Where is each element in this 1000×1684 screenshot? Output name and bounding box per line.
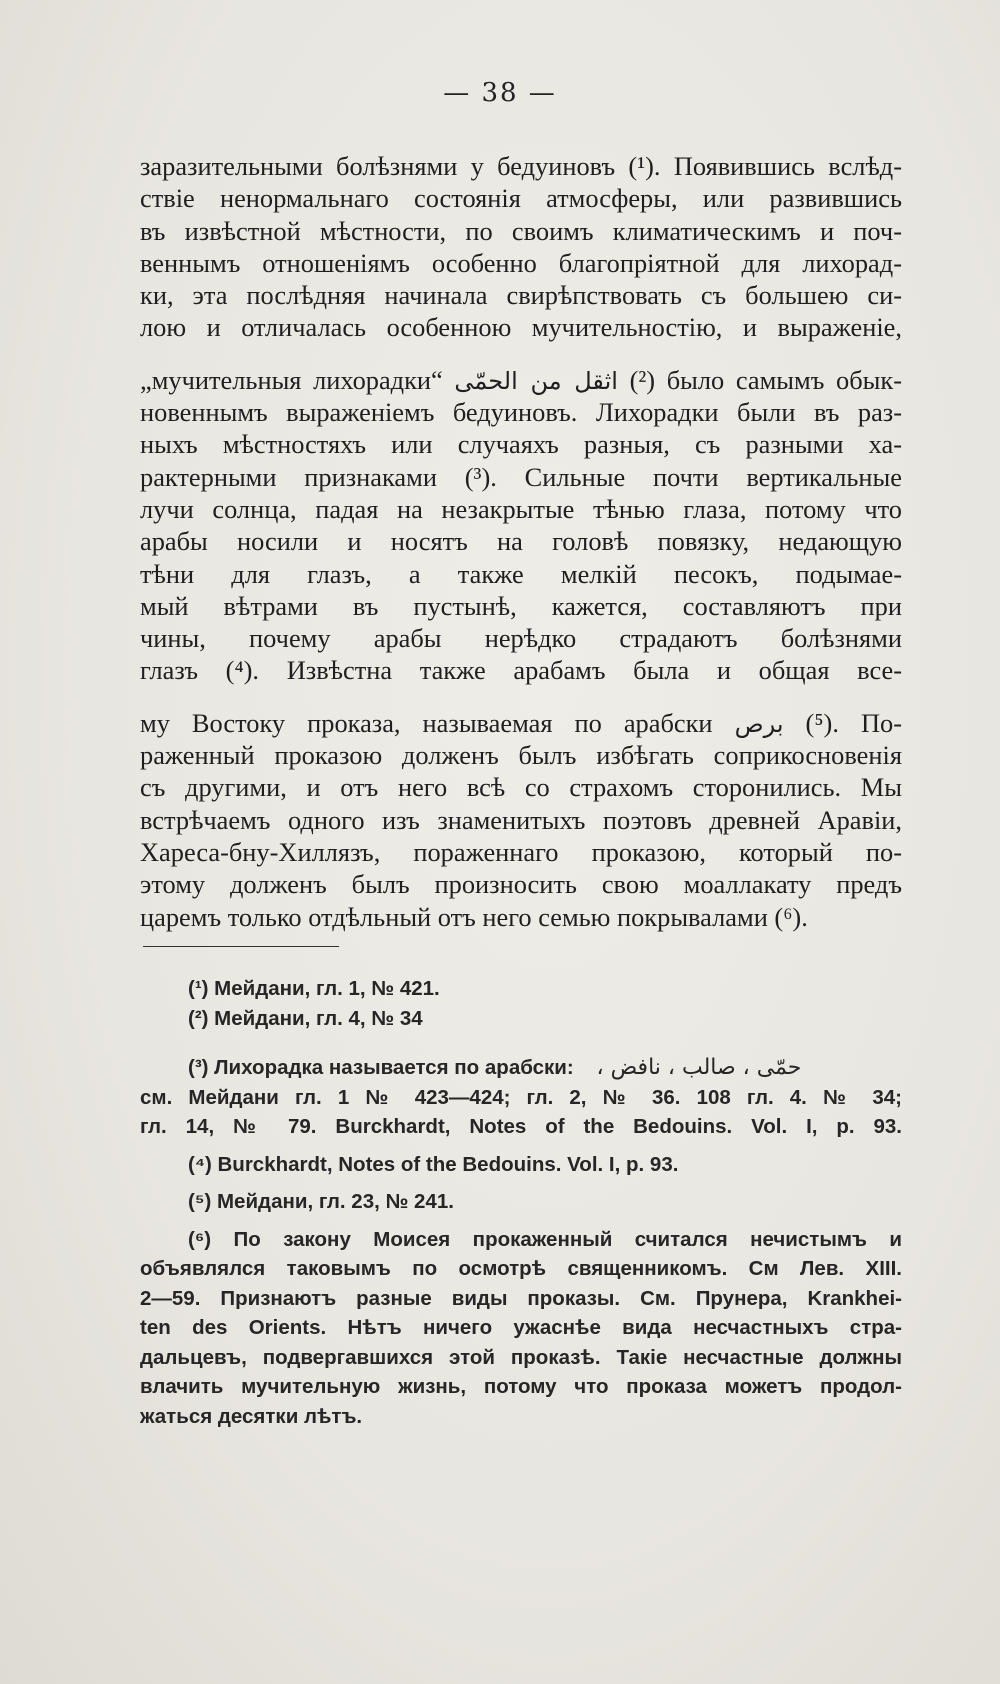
footnote-6-cont: влачить мучительную жизнь, потому что проказа можетъ продол- — [140, 1375, 902, 1398]
text-line: мый вѣтрами въ пустынѣ, кажется, составляютъ при — [140, 590, 902, 621]
footnote-2: (²) Мейдани, гл. 4, № 34 — [188, 1006, 423, 1030]
text-segment: „мучительныя лихорадки“ — [140, 364, 455, 395]
arabic-words: حمّى ، صالب ، نافض ، — [596, 1055, 802, 1080]
text-line: чины, почему арабы нерѣдко страдаютъ болѣзнями — [140, 623, 902, 654]
text-line: тѣни для глазъ, а также мелкій песокъ, подымае- — [140, 558, 902, 589]
text-line: встрѣчаемъ одного изъ знаменитыхъ поэтовъ древней Аравіи, — [140, 804, 902, 835]
text-segment: му Востоку проказа, называемая по арабски — [140, 707, 735, 738]
text-line: ствіе ненормальнаго состоянія атмосферы, или развившись — [140, 183, 902, 214]
footnotes — [140, 974, 902, 1431]
text-line: глазъ (⁴). Извѣстна также арабамъ была и общая все- — [140, 655, 902, 686]
text-line: этому долженъ былъ произносить свою моаллакату предъ — [140, 869, 902, 900]
text-line: арабы носили и носятъ на головѣ повязку, недающую — [140, 526, 902, 557]
footnote-1: (¹) Мейдани, гл. 1, № 421. — [188, 977, 440, 1000]
text-segment: (⁵). По- — [783, 707, 902, 738]
footnote-6: (⁶) По закону Моисея прокаженный считался нечистымъ и — [188, 1227, 902, 1251]
text-line: царемъ только отдѣльный отъ него семью покрывалами (⁶). — [140, 901, 808, 932]
page-number: — 38 — — [443, 78, 557, 108]
text-line: Хареса-бну-Хиллязъ, пораженнаго проказою, который по- — [140, 836, 902, 867]
text-line: раженный проказою долженъ былъ избѣгать соприкосновенія — [140, 740, 902, 771]
main-text — [140, 150, 902, 933]
text-line: веннымъ отношеніямъ особенно благопріятной для лихорад- — [140, 247, 902, 278]
footnote-6-cont: 2—59. Признаютъ разные виды проказы. См. Прунера, Krankhei- — [140, 1286, 902, 1310]
text-line: ки, эта послѣдняя начинала свирѣпствовать съ большею си- — [140, 280, 902, 311]
footnote-6-cont: ten des Orients. Нѣтъ ничего ужаснѣе вида несчастныхъ стра- — [140, 1316, 902, 1339]
text-line: новеннымъ выраженіемъ бедуиновъ. Лихорадки были въ раз- — [140, 397, 902, 428]
text-line: рактерными признаками (³). Сильные почти вертикальные — [140, 461, 902, 492]
footnote-text: (³) Лихорадка называется по арабски: — [188, 1056, 574, 1079]
footnote-6-cont: объявлялся таковымъ по осмотрѣ священникомъ. См Лев. XIII. — [140, 1257, 902, 1280]
footnote-3-cont: гл. 14, № 79. Burckhardt, Notes of the Bedouins. Vol. I, p. 93. — [140, 1115, 902, 1138]
text-line: заразительными болѣзнями у бедуиновъ (¹). Появившись вслѣд- — [140, 151, 902, 181]
footnote-3-cont: см. Мейдани гл. 1 № 423—424; гл. 2, № 36. 108 гл. 4. № 34; — [140, 1085, 902, 1109]
arabic-phrase: اثقل من الحمّى — [454, 366, 618, 395]
footnote-3 — [140, 1053, 902, 1083]
arabic-word: برص — [734, 709, 784, 738]
footnote-5: (⁵) Мейдани, гл. 23, № 241. — [188, 1190, 454, 1213]
text-line: съ другими, и отъ него всѣ со страхомъ сторонились. Мы — [140, 772, 902, 803]
footnote-6-cont: дальцевъ, подвергавшихся этой проказѣ. Такіе несчастные должны — [140, 1345, 902, 1369]
text-line: лучи солнца, падая на незакрытые тѣнью глаза, потому что — [140, 493, 902, 524]
footnote-4: (⁴) Burckhardt, Notes of the Bedouins. Vol. I, p. 93. — [188, 1152, 679, 1176]
text-segment: (²) было самымъ обык- — [617, 364, 902, 395]
text-line-with-arabic — [140, 707, 902, 739]
text-line: лою и отличалась особенною мучительностію, и выраженіе, — [140, 312, 902, 343]
footnote-6-cont: жаться десятки лѣтъ. — [140, 1404, 363, 1428]
text-line: въ извѣстной мѣстности, по своимъ климатическимъ и поч- — [140, 215, 902, 246]
text-line: ныхъ мѣстностяхъ или случаяхъ разныя, съ разными ха- — [140, 429, 902, 460]
text-line-with-arabic — [140, 364, 902, 396]
footnote-separator — [143, 946, 339, 947]
